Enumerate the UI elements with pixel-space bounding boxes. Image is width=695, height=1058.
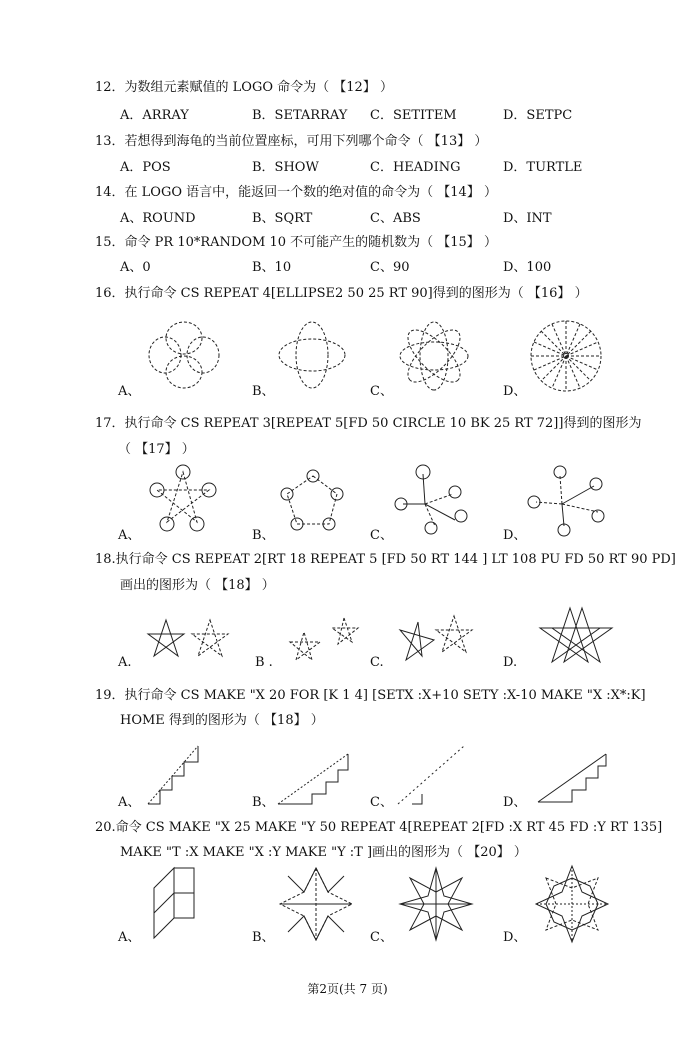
q18-label-c[interactable]: C. bbox=[370, 655, 384, 670]
q20-label-c[interactable]: C、 bbox=[370, 930, 393, 945]
question-15-stem: 15．命令 PR 10*RANDOM 10 不可能产生的随机数为（ 【15】 ） bbox=[95, 235, 497, 250]
q13-option-a[interactable]: A．POS bbox=[120, 160, 171, 175]
q19-figure-b bbox=[276, 752, 352, 806]
q17-label-c[interactable]: C、 bbox=[370, 528, 393, 543]
question-19-stem-cont: HOME 得到的图形为（ 【18】 ） bbox=[120, 713, 324, 728]
q17-figure-c bbox=[395, 464, 473, 538]
q14-option-b[interactable]: B、SQRT bbox=[252, 211, 313, 226]
question-19-stem: 19．执行命令 CS MAKE "X 20 FOR [K 1 4] [SETX :X+10 SETY :X-10 MAKE "X :X*:K] bbox=[95, 688, 646, 703]
q14-option-d[interactable]: D、INT bbox=[503, 211, 552, 226]
q18-figure-a bbox=[146, 616, 232, 662]
q13-option-b[interactable]: B．SHOW bbox=[252, 160, 319, 175]
q16-figure-c bbox=[396, 320, 472, 392]
q16-label-b[interactable]: B、 bbox=[252, 384, 275, 399]
q14-option-a[interactable]: A、ROUND bbox=[120, 211, 196, 226]
q20-label-b[interactable]: B、 bbox=[252, 930, 275, 945]
question-18-stem: 18.执行命令 CS REPEAT 2[RT 18 REPEAT 5 [FD 50 RT 144 ] LT 108 PU FD 50 RT 90 PD] bbox=[95, 552, 676, 567]
q12-option-c[interactable]: C．SETITEM bbox=[370, 108, 457, 123]
question-17-stem: 17．执行命令 CS REPEAT 3[REPEAT 5[FD 50 CIRCLE 10 BK 25 RT 72]]得到的图形为 bbox=[95, 416, 642, 431]
q17-label-a[interactable]: A、 bbox=[118, 528, 141, 543]
q16-figure-d bbox=[528, 318, 604, 394]
q19-label-c[interactable]: C、 bbox=[370, 795, 393, 810]
q17-label-d[interactable]: D、 bbox=[503, 528, 527, 543]
q16-figure-a bbox=[145, 318, 223, 392]
q20-figure-a bbox=[150, 866, 200, 942]
q18-label-a[interactable]: A. bbox=[118, 655, 132, 670]
q16-label-c[interactable]: C、 bbox=[370, 384, 393, 399]
q15-option-b[interactable]: B、10 bbox=[252, 260, 292, 275]
q19-label-d[interactable]: D、 bbox=[503, 795, 527, 810]
page-footer: 第2页(共 7 页) bbox=[307, 982, 388, 996]
q12-option-b[interactable]: B．SETARRAY bbox=[252, 108, 348, 123]
question-16-stem: 16．执行命令 CS REPEAT 4[ELLIPSE2 50 25 RT 90]得到的图形为（ 【16】 ） bbox=[95, 286, 588, 301]
q19-figure-a bbox=[146, 742, 216, 806]
q13-option-d[interactable]: D．TURTLE bbox=[503, 160, 583, 175]
q18-label-d[interactable]: D. bbox=[503, 655, 518, 670]
q17-figure-a bbox=[145, 464, 221, 536]
question-17-stem-cont: （ 【17】 ） bbox=[118, 442, 195, 457]
q18-figure-d bbox=[536, 604, 616, 664]
q20-figure-c bbox=[398, 866, 474, 942]
q20-figure-b bbox=[276, 864, 356, 944]
q16-label-a[interactable]: A、 bbox=[118, 384, 141, 399]
question-18-stem-cont: 画出的图形为（ 【18】 ） bbox=[120, 578, 275, 593]
q20-label-a[interactable]: A、 bbox=[118, 930, 141, 945]
q19-label-a[interactable]: A、 bbox=[118, 795, 141, 810]
q17-figure-d bbox=[528, 464, 606, 538]
q15-option-a[interactable]: A、0 bbox=[120, 260, 151, 275]
q18-figure-c bbox=[396, 612, 478, 662]
q17-figure-b bbox=[275, 466, 351, 538]
q20-figure-d bbox=[532, 864, 612, 944]
q16-figure-b bbox=[275, 320, 349, 390]
q20-label-d[interactable]: D、 bbox=[503, 930, 527, 945]
q19-label-b[interactable]: B、 bbox=[252, 795, 275, 810]
q19-figure-c bbox=[396, 744, 468, 806]
q16-label-d[interactable]: D、 bbox=[503, 384, 527, 399]
q19-figure-d bbox=[536, 752, 608, 806]
question-14-stem: 14．在 LOGO 语言中，能返回一个数的绝对值的命令为（ 【14】 ） bbox=[95, 185, 497, 200]
q17-label-b[interactable]: B、 bbox=[252, 528, 275, 543]
q15-option-c[interactable]: C、90 bbox=[370, 260, 410, 275]
q18-label-b[interactable]: B . bbox=[255, 655, 273, 670]
q12-option-d[interactable]: D．SETPC bbox=[503, 108, 573, 123]
question-12-stem: 12．为数组元素赋值的 LOGO 命令为（ 【12】 ） bbox=[95, 80, 393, 95]
q15-option-d[interactable]: D、100 bbox=[503, 260, 552, 275]
q14-option-c[interactable]: C、ABS bbox=[370, 211, 421, 226]
q12-option-a[interactable]: A．ARRAY bbox=[120, 108, 189, 123]
question-13-stem: 13．若想得到海龟的当前位置座标，可用下列哪个命令（ 【13】 ） bbox=[95, 134, 488, 149]
q13-option-c[interactable]: C．HEADING bbox=[370, 160, 461, 175]
question-20-stem: 20.命令 CS MAKE "X 25 MAKE "Y 50 REPEAT 4[REPEAT 2[FD :X RT 45 FD :Y RT 135] bbox=[95, 820, 663, 835]
question-20-stem-cont: MAKE "T :X MAKE "X :Y MAKE "Y :T ]画出的图形为（ 【20】 ） bbox=[120, 845, 527, 860]
q18-figure-b bbox=[284, 616, 364, 666]
